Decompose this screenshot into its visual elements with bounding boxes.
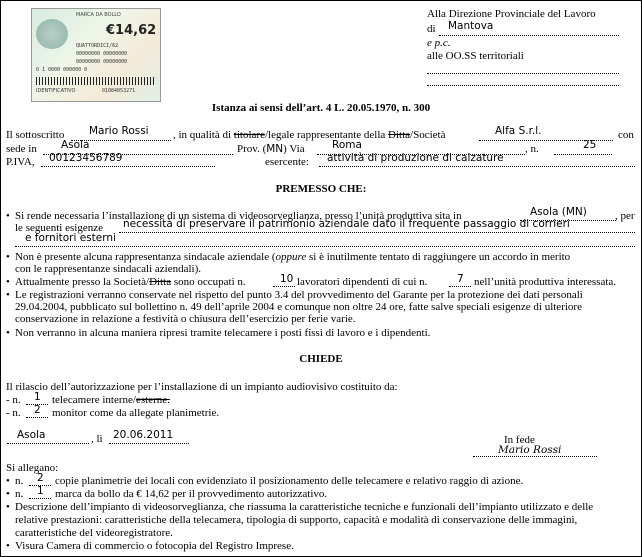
stamp-serial: 01084053271 (102, 88, 136, 94)
premesso-b1-per: , per (615, 210, 635, 222)
premesso-b3a: Attualmente presso la Società/ (15, 276, 150, 288)
intro-titolare-struck: titolare (233, 129, 265, 141)
employees-total: 10 (280, 273, 294, 285)
chiede-line1: Il rilascio dell’autorizzazione per l’installazione di un impianto audiovisivo costituito da: (6, 381, 398, 393)
recipient-city: Mantova (448, 20, 494, 32)
premesso-b5: Non verranno in alcuna maniera ripresi tramite telecamere i posti fissi di lavoro e i dipendenti. (15, 327, 431, 339)
chiede-cam-text (52, 394, 170, 406)
allegati-a3-line2: relative prestazioni: caratteristiche della telecamera, tipologia di supporto, capacità e modalità di conservazione delle immagini, (15, 514, 578, 526)
intro-con: con (618, 129, 634, 141)
premesso-need-1: necessità di preservare il patrimonio aziendale dato il frequente passaggio di corrieri (123, 218, 570, 230)
premesso-place: Asola (MN) (530, 206, 587, 218)
camera-esterne-struck: esterne. (135, 394, 170, 406)
allegati-heading: Si allegano: (6, 462, 59, 474)
street-value: Roma (332, 139, 362, 151)
recipient-line1: Alla Direzione Provinciale del Lavoro (427, 8, 596, 20)
allegati-a2-prefix: n. (15, 488, 24, 500)
premesso-b3-ditta-struck: Ditta (149, 276, 172, 288)
premesso-b2b: si è inutilmente tentato di raggiungere un accordo in merito (306, 251, 571, 263)
piva-value: 00123456789 (49, 152, 123, 164)
premesso-b4-line3: conservazione in relazione a festività o chiusura dell’esercizio per ferie varie. (15, 313, 356, 325)
stamp-amount: €14,62 (106, 23, 157, 38)
premesso-b3-c: lavoratori dipendenti di cui n. (297, 276, 428, 288)
bullet-2: • (6, 251, 10, 263)
camera-text: telecamere interne/ (52, 394, 136, 406)
intro-prov (237, 143, 305, 155)
allegati-bullet-1: • (6, 475, 10, 487)
allegati-a3-line1: Descrizione dell’impianto di videosorveglianza, che riassuma la caratteristiche tecniche e funzionali dell’impianto utilizzato e delle (15, 501, 594, 513)
signature-li: , lì (91, 433, 103, 445)
chiede-mon-prefix: - n. (6, 407, 21, 419)
premesso-heading: PREMESSO CHE: (275, 183, 367, 195)
premesso-b3-d: nell’unità produttiva interessata. (474, 276, 617, 288)
street-number: 25 (583, 139, 597, 151)
allegati-a2-text: marca da bollo da € 14,62 per il provvedimento autorizzativo. (55, 488, 328, 500)
premesso-b2-line2: con le rappresentanze sindacali aziendali). (15, 263, 201, 275)
monitor-text: monitor come da allegate planimetrie. (52, 407, 220, 419)
stamp-header: MARCA DA BOLLO (76, 12, 121, 18)
allegati-bullet-2: • (6, 488, 10, 500)
premesso-need-2: e fornitori esterni (25, 232, 116, 244)
intro-qualita-text: , in qualità di (173, 129, 232, 141)
camera-count: 1 (34, 391, 41, 403)
intro-esercente: esercente: (265, 156, 309, 168)
allegati-bullet-4: • (6, 540, 10, 552)
premesso-b2a: Non è presente alcuna rappresentanza sindacale aziendale ( (15, 251, 276, 263)
attachment-planimetry-count: 2 (37, 472, 44, 484)
allegati-bullet-3: • (6, 501, 10, 513)
intro-prov-label: Prov. ( (237, 143, 267, 155)
premesso-b4-line2: 29.04.2004, pubblicato sul bollettino n. 49 dell’aprile 2004 e comunque non oltre 24 ore, fatte salve speciali esigenze di ulteriore (15, 301, 582, 313)
allegati-a3-line3: caratteristiche del videoregistratore. (15, 527, 173, 539)
stamp-line3: 00000000 00000000 (76, 59, 128, 65)
premesso-b2-oppure: oppure (275, 251, 307, 263)
stamp-emblem (36, 19, 68, 49)
intro-via-label: ) Via (283, 143, 305, 155)
stamp-barcode (36, 77, 154, 85)
intro-qualita-text2: /legale rappresentante della (264, 129, 386, 141)
stamp-id-label: IDENTIFICATIVO (36, 88, 76, 94)
signature-name: Mario Rossi (498, 444, 562, 456)
premesso-b3b: sono occupati n. (171, 276, 246, 288)
activity-value: attività di produzione di calzature (327, 152, 504, 164)
intro-ditta-struck: Ditta (388, 129, 411, 141)
revenue-stamp-image (31, 8, 161, 102)
premesso-b2-line1 (15, 251, 570, 263)
intro-n: , n. (525, 143, 539, 155)
recipient-di: di (427, 23, 436, 35)
chiede-cam-prefix: - n. (6, 394, 21, 406)
sede-city: Asola (61, 139, 90, 151)
bullet-1: • (6, 210, 10, 222)
bullet-5: • (6, 327, 10, 339)
document-title: Istanza ai sensi dell’art. 4 L. 20.05.1970, n. 300 (211, 102, 431, 114)
signature-date: 20.06.2011 (113, 429, 174, 441)
intro-sede: sede in (6, 143, 37, 155)
intro-societa: /Società (410, 129, 446, 141)
applicant-name: Mario Rossi (89, 125, 149, 137)
premesso-b1-line1: Si rende necessaria l’installazione di un sistema di videosorveglianza, presso l’unità produttiva sita in (15, 210, 462, 222)
intro-sottoscritto: Il sottoscritto (6, 129, 65, 141)
stamp-line1: QUATTORDICI/62 (76, 43, 119, 49)
chiede-heading: CHIEDE (299, 353, 343, 365)
bullet-4: • (6, 289, 10, 301)
allegati-a4: Visura Camera di commercio o fotocopia del Registro Imprese. (15, 540, 294, 552)
recipient-pc: e p.c. (427, 37, 451, 49)
stamp-code: 0 1 0000 000000 0 (36, 67, 88, 73)
intro-piva: P.IVA, (6, 156, 35, 168)
recipient-line3: alle OO.SS territoriali (427, 50, 524, 62)
intro-qualita (173, 129, 445, 141)
signature-place: Asola (17, 429, 46, 441)
bullet-3: • (6, 276, 10, 288)
allegati-a1-text: copie planimetrie dei locali con evidenziato il posizionamento delle telecamere e relativo raggio di azione. (55, 475, 524, 487)
company-name: Alfa S.r.l. (495, 125, 542, 137)
employees-unit: 7 (457, 273, 464, 285)
monitor-count: 2 (34, 404, 41, 416)
province-value: MN (266, 143, 284, 155)
premesso-b3-a (15, 276, 246, 288)
stamp-line2: 00000000 00000000 (76, 51, 128, 57)
allegati-a1-prefix: n. (15, 475, 24, 487)
premesso-b4-line1: Le registrazioni verranno conservate nel rispetto del punto 3.4 del provvedimento del Garante per la protezione dei dati personali (15, 289, 583, 301)
attachment-stamp-count: 1 (37, 485, 44, 497)
in-fede: In fede (504, 434, 535, 446)
premesso-b1-line2: le seguenti esigenze (15, 222, 103, 234)
